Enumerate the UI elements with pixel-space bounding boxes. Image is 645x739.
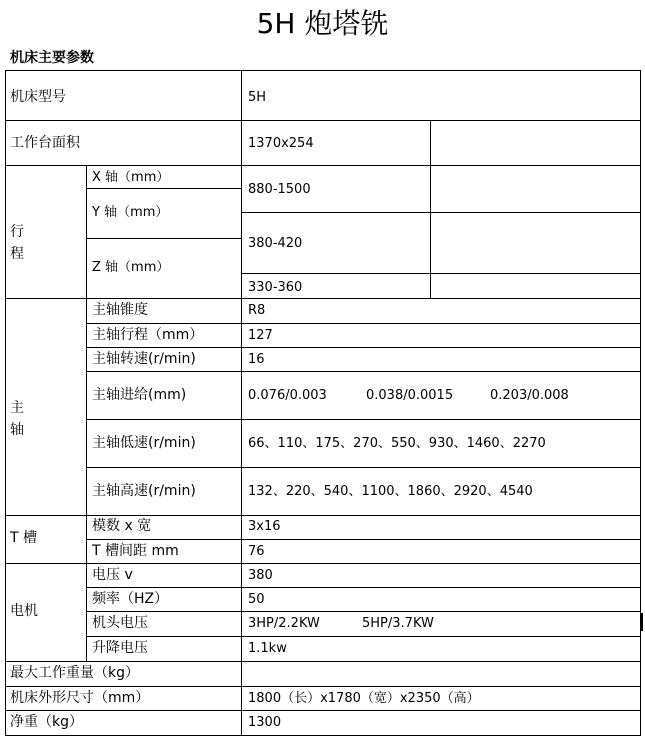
value-spindle-high: 132、220、540、1100、1860、2920、4540 <box>248 484 533 499</box>
value-z-axis: 330-360 <box>248 280 303 295</box>
row-line <box>241 273 641 274</box>
page-title: 5H 炮塔铣 <box>256 7 389 40</box>
label-net-weight: 净重（kg） <box>10 714 83 730</box>
label-max-weight: 最大工作重量（kg） <box>10 665 139 681</box>
label-spindle-feed: 主轴进给(mm) <box>92 387 187 403</box>
row-line <box>5 298 641 299</box>
group-spindle-char: 轴 <box>10 422 24 438</box>
value-spindle-low: 66、110、175、270、550、930、1460、2270 <box>248 436 546 451</box>
row-line <box>86 636 641 637</box>
row-line <box>86 467 641 468</box>
label-tslot-pitch: T 槽间距 mm <box>92 543 179 559</box>
label-table-area: 工作台面积 <box>10 135 80 151</box>
section-title: 机床主要参数 <box>10 50 94 66</box>
label-motor-head: 机头电压 <box>92 615 148 631</box>
value-table-area: 1370x254 <box>248 136 314 151</box>
row-line <box>86 323 641 324</box>
value-motor-head-1: 3HP/2.2KW <box>248 616 320 631</box>
value-tslot-module: 3x16 <box>248 519 281 534</box>
row-line <box>5 515 641 516</box>
row-line <box>5 120 641 121</box>
value-spindle-taper: R8 <box>248 303 266 318</box>
label-motor-lift: 升降电压 <box>92 640 148 656</box>
row-line <box>5 710 641 711</box>
row-line <box>241 212 641 213</box>
label-dimensions: 机床外形尺寸（mm） <box>10 690 150 706</box>
row-line <box>5 563 641 564</box>
label-x-axis: X 轴（mm） <box>92 170 170 185</box>
value-motor-freq: 50 <box>248 592 265 607</box>
label-spindle-stroke: 主轴行程（mm） <box>92 327 204 343</box>
label-spindle-high: 主轴高速(r/min) <box>92 483 196 499</box>
col-line <box>241 70 242 736</box>
table-border-bottom <box>5 735 641 736</box>
group-travel <box>10 221 30 265</box>
table-border-left <box>5 70 6 736</box>
value-motor-head-2: 5HP/3.7KW <box>362 616 434 631</box>
row-line <box>5 661 641 662</box>
row-line <box>86 587 641 588</box>
label-motor-voltage: 电压 v <box>92 567 133 583</box>
col-line <box>86 165 87 299</box>
row-line <box>5 686 641 687</box>
row-line <box>86 238 241 239</box>
value-model: 5H <box>248 90 267 105</box>
group-motor: 电机 <box>10 603 38 619</box>
row-line <box>86 419 641 420</box>
value-spindle-stroke: 127 <box>248 328 273 343</box>
value-spindle-feed-2: 0.038/0.0015 <box>366 388 454 403</box>
value-spindle-speeds: 16 <box>248 352 265 367</box>
table-border-top <box>5 70 641 71</box>
label-tslot-module: 模数 x 宽 <box>92 518 152 534</box>
label-spindle-low: 主轴低速(r/min) <box>92 435 196 451</box>
value-spindle-feed-1: 0.076/0.003 <box>248 388 327 403</box>
row-line <box>86 371 641 372</box>
value-x-axis: 880-1500 <box>248 182 311 197</box>
value-y-axis: 380-420 <box>248 236 303 251</box>
label-spindle-speeds: 主轴转速(r/min) <box>92 351 196 367</box>
row-line <box>86 611 641 612</box>
col-line <box>86 298 87 662</box>
row-line <box>86 539 641 540</box>
label-motor-freq: 频率（HZ） <box>92 591 169 607</box>
group-travel-char: 程 <box>10 246 24 262</box>
group-spindle-char: 主 <box>10 400 24 416</box>
label-z-axis: Z 轴（mm） <box>92 260 170 275</box>
row-line <box>5 165 641 166</box>
group-spindle <box>10 397 30 441</box>
row-line <box>86 188 241 189</box>
row-line <box>86 347 641 348</box>
value-dimensions: 1800（长）x1780（宽）x2350（高） <box>248 691 480 706</box>
group-travel-char: 行 <box>10 224 24 240</box>
label-model: 机床型号 <box>10 89 66 105</box>
value-motor-voltage: 380 <box>248 568 273 583</box>
value-spindle-feed-3: 0.203/0.008 <box>490 388 569 403</box>
label-y-axis: Y 轴（mm） <box>92 205 169 220</box>
edge-mark <box>640 613 643 631</box>
col-line <box>430 120 431 299</box>
value-net-weight: 1300 <box>248 715 282 730</box>
value-tslot-pitch: 76 <box>248 544 265 559</box>
value-motor-lift: 1.1kw <box>248 641 287 656</box>
label-spindle-taper: 主轴锥度 <box>92 302 148 318</box>
group-tslot: T 槽 <box>10 530 38 546</box>
